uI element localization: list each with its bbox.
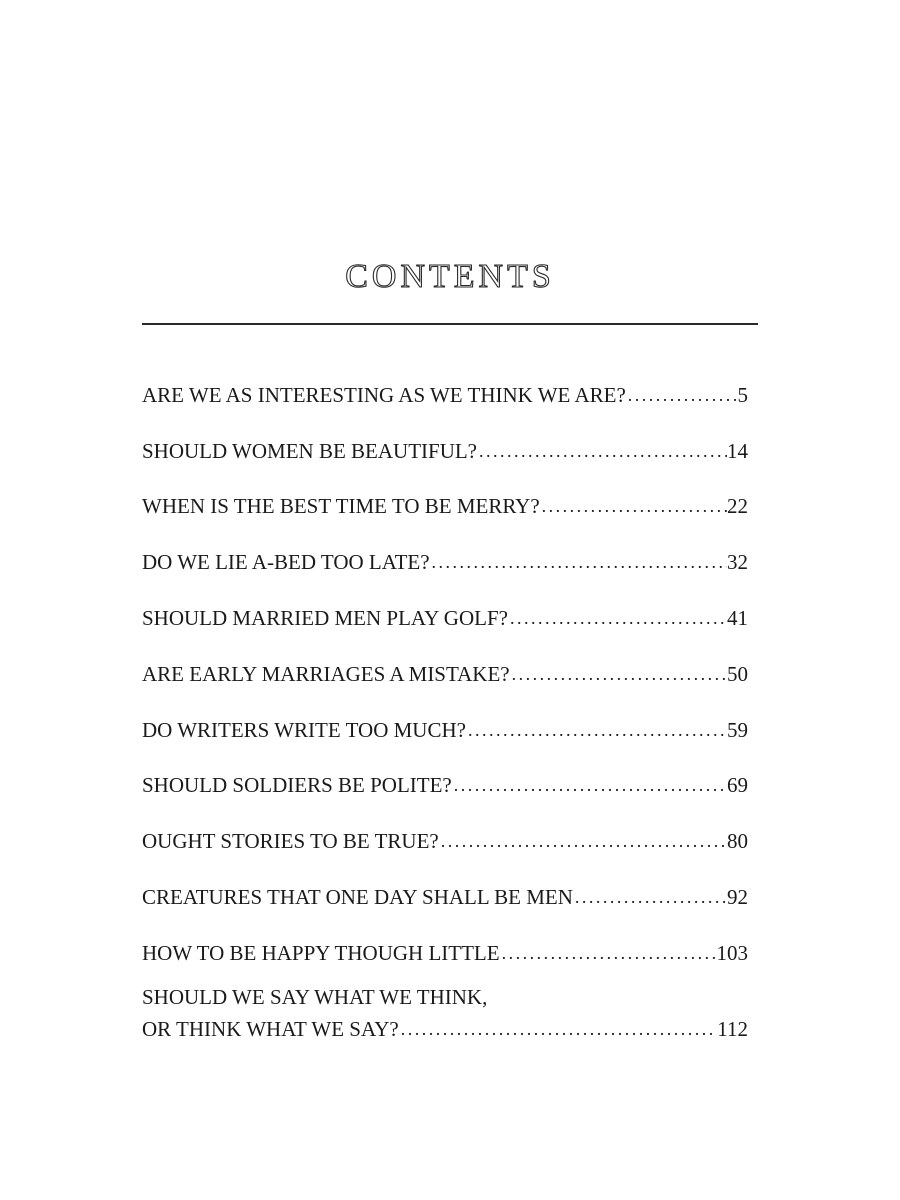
toc-entry[interactable]	[142, 857, 748, 913]
toc-entry-title: DO WRITERS WRITE TOO MUCH?	[142, 717, 466, 742]
toc-page-number: 50	[727, 661, 748, 686]
toc-entry-title: WHEN IS THE BEST TIME TO BE MERRY?	[142, 494, 540, 519]
toc-entry-title: ARE WE AS INTERESTING AS WE THINK WE ARE?	[142, 382, 626, 407]
dot-leader	[500, 937, 717, 969]
toc-entry[interactable]	[142, 746, 748, 802]
title-rule	[142, 323, 758, 325]
dot-leader	[508, 602, 727, 634]
dot-leader	[430, 546, 727, 578]
toc-entry[interactable]	[142, 913, 748, 969]
dot-leader	[510, 658, 727, 690]
toc-list	[142, 355, 748, 1045]
dot-leader	[439, 825, 727, 857]
toc-entry-multiline[interactable]	[142, 981, 748, 1045]
toc-page-number: 32	[727, 550, 748, 575]
toc-page-number: 103	[716, 940, 748, 965]
toc-page-number: 92	[727, 884, 748, 909]
toc-entry-title: OUGHT STORIES TO BE TRUE?	[142, 829, 439, 854]
dot-leader	[540, 490, 727, 522]
toc-page-number: 14	[727, 438, 748, 463]
toc-page-number: 80	[727, 829, 748, 854]
dot-leader	[399, 1013, 718, 1045]
toc-entry[interactable]	[142, 634, 748, 690]
toc-entry-title: SHOULD WOMEN BE BEAUTIFUL?	[142, 438, 478, 463]
toc-page-number: 41	[727, 605, 748, 630]
toc-entry[interactable]	[142, 411, 748, 467]
dot-leader	[477, 435, 727, 467]
toc-entry-title: SHOULD SOLDIERS BE POLITE?	[142, 773, 452, 798]
dot-leader	[626, 379, 738, 411]
dot-leader	[573, 881, 727, 913]
toc-page-number: 5	[737, 382, 748, 407]
toc-page-number: 69	[727, 773, 748, 798]
toc-entry[interactable]	[142, 690, 748, 746]
toc-entry[interactable]	[142, 801, 748, 857]
toc-page-number: 112	[717, 1016, 748, 1041]
toc-entry[interactable]	[142, 355, 748, 411]
toc-page-number: 22	[727, 494, 748, 519]
dot-leader	[452, 769, 727, 801]
toc-entry-title-line2: OR THINK WHAT WE SAY?	[142, 1016, 399, 1041]
toc-entry-title-line1: SHOULD WE SAY WHAT WE THINK,	[142, 984, 488, 1009]
toc-entry-title: ARE EARLY MARRIAGES A MISTAKE?	[142, 661, 510, 686]
toc-entry-line2	[142, 1013, 748, 1045]
toc-entry[interactable]	[142, 522, 748, 578]
toc-entry-title: CREATURES THAT ONE DAY SHALL BE MEN	[142, 884, 573, 909]
page-title: CONTENTS	[345, 258, 555, 295]
toc-entry[interactable]	[142, 578, 748, 634]
toc-entry[interactable]	[142, 467, 748, 523]
toc-entry-title: HOW TO BE HAPPY THOUGH LITTLE	[142, 940, 500, 965]
dot-leader	[466, 714, 727, 746]
toc-entry-title: SHOULD MARRIED MEN PLAY GOLF?	[142, 605, 508, 630]
toc-page-number: 59	[727, 717, 748, 742]
toc-entry-title: DO WE LIE A-BED TOO LATE?	[142, 550, 430, 575]
